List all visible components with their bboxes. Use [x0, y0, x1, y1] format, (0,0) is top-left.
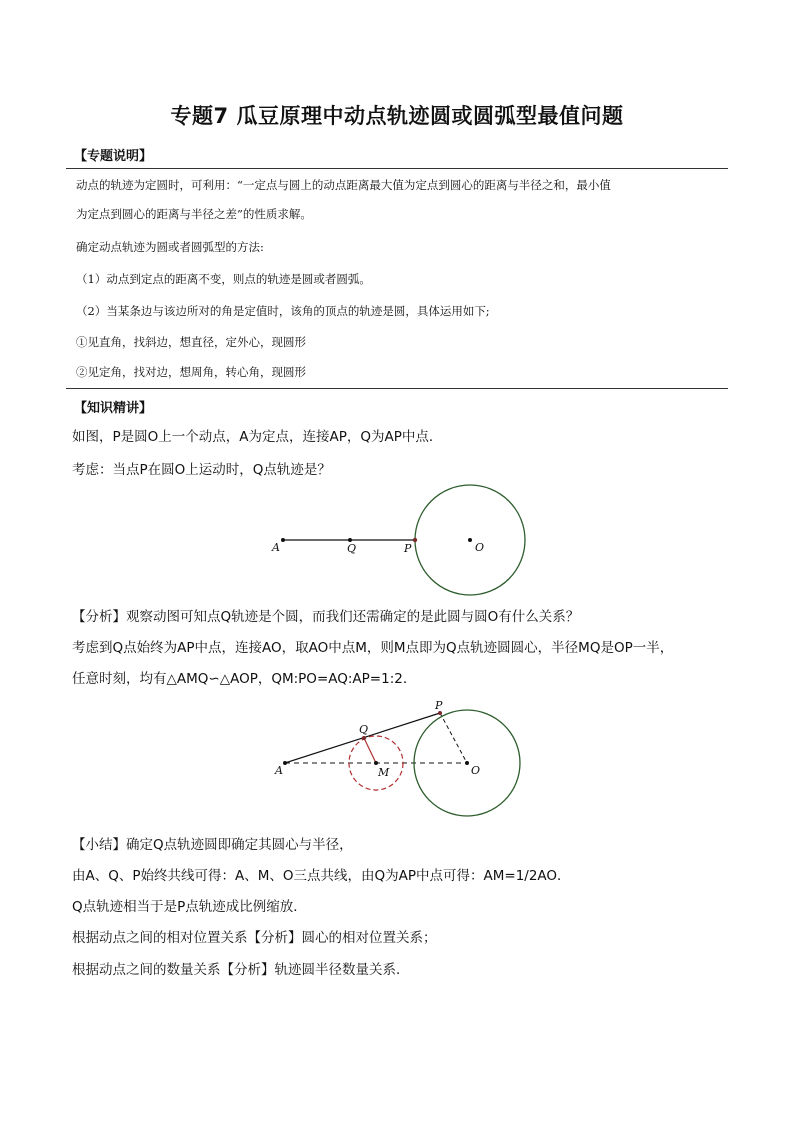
analysis-line-2: 考虑到Q点始终为AP中点，连接AO，取AO中点M，则M点即为Q点轨迹圆圆心，半径MQ是OP一半， [72, 640, 674, 656]
description-line-4: （1）动点到定点的距离不变，则点的轨迹是圆或者圆弧。 [76, 272, 371, 286]
label-a: A [275, 764, 283, 777]
page-title: 专题7 瓜豆原理中动点轨迹圆或圆弧型最值问题 [170, 104, 624, 128]
description-line-3: 确定动点轨迹为圆或者圆弧型的方法: [76, 240, 264, 254]
label-q: Q [359, 723, 369, 736]
label-o: O [475, 541, 485, 554]
section-heading-description: 【专题说明】 [74, 149, 153, 164]
question-text: 考虑：当点P在圆O上运动时，Q点轨迹是？ [72, 462, 331, 478]
summary-line-1: 【小结】确定Q点轨迹圆即确定其圆心与半径， [72, 837, 353, 853]
summary-line-2: 由A、Q、P始终共线可得：A、M、O三点共线，由Q为AP中点可得：AM=1/2AO． [72, 868, 571, 884]
point-o [465, 761, 469, 765]
segment-op-dashed [440, 713, 467, 763]
description-line-5: （2）当某条边与该边所对的角是定值时，该角的顶点的轨迹是圆，具体运用如下; [76, 304, 490, 318]
description-line-1: 动点的轨迹为定圆时，可利用：“一定点与圆上的动点距离最大值为定点到圆心的距离与半径之和，最小值 [76, 178, 611, 192]
segment-mq [364, 738, 376, 763]
description-line-7: ②见定角，找对边，想周角，转心角，现圆形 [76, 365, 306, 379]
description-line-2: 为定点到圆心的距离与半径之差”的性质求解。 [76, 207, 312, 221]
point-a [283, 761, 287, 765]
section-heading-knowledge: 【知识精讲】 [74, 401, 153, 416]
summary-line-5: 根据动点之间的数量关系【分析】轨迹圆半径数量关系． [72, 962, 410, 978]
summary-line-3: Q点轨迹相当于是P点轨迹成比例缩放． [72, 899, 307, 915]
summary-line-4: 根据动点之间的相对位置关系【分析】圆心的相对位置关系； [72, 930, 437, 946]
label-p: P [404, 542, 412, 555]
analysis-line-3: 任意时刻，均有△AMQ∽△AOP，QM:PO=AQ:AP=1:2． [72, 671, 417, 687]
label-o: O [471, 764, 481, 777]
label-a: A [272, 541, 280, 554]
label-q: Q [347, 542, 357, 555]
analysis-line-1: 【分析】观察动图可知点Q轨迹是个圆，而我们还需确定的是此圆与圆O有什么关系？ [72, 609, 580, 625]
description-line-6: ①见直角，找斜边，想直径，定外心，现圆形 [76, 335, 306, 349]
label-p: P [435, 699, 443, 712]
point-q [362, 736, 366, 740]
label-m: M [378, 766, 390, 779]
point-m [374, 761, 378, 765]
intro-text: 如图，P是圆O上一个动点，A为定点，连接AP，Q为AP中点． [72, 429, 443, 445]
